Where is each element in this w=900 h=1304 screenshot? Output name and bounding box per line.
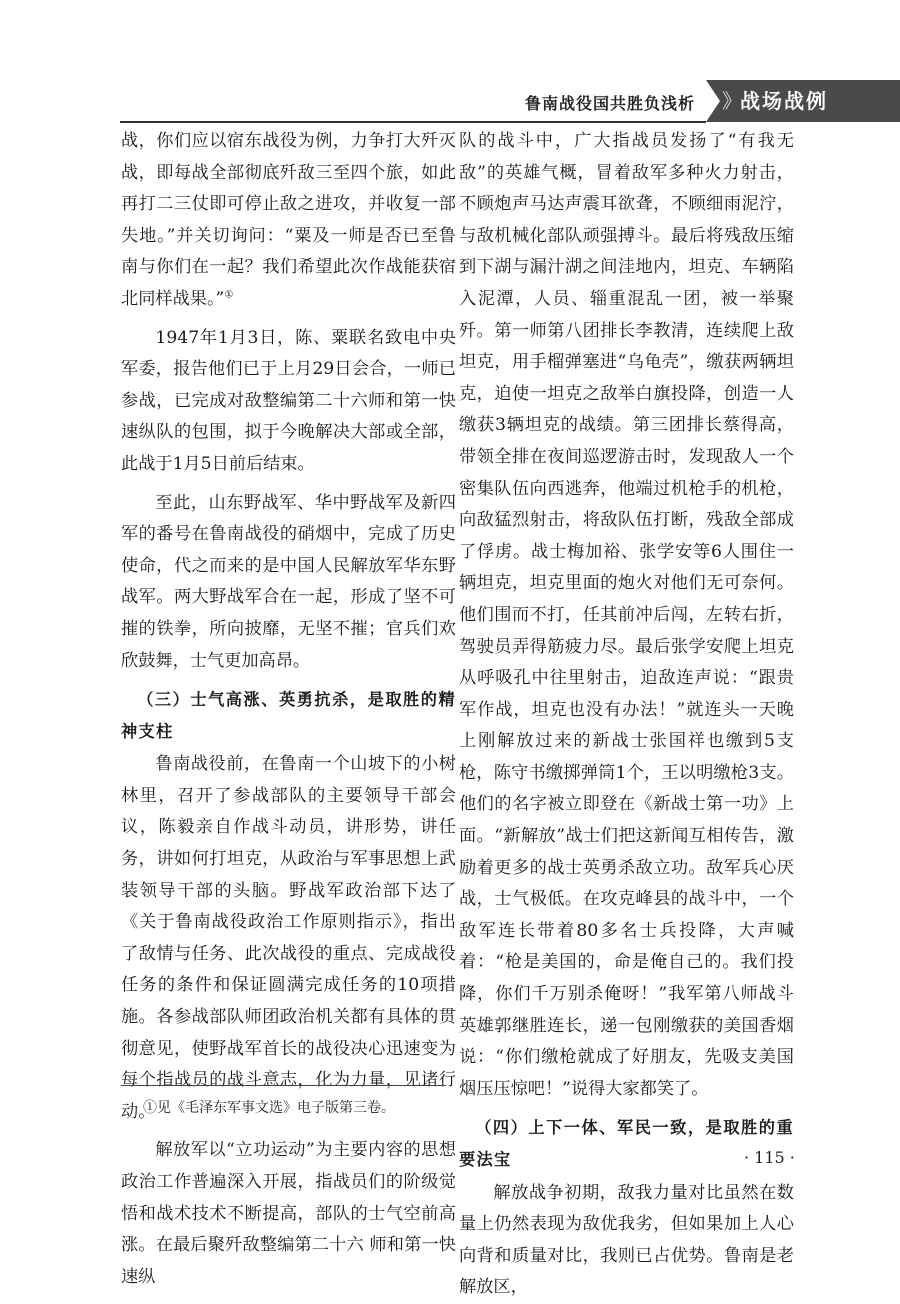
page-number: · 115 · xyxy=(744,1148,795,1167)
footnote-marker: ① xyxy=(224,289,234,301)
paragraph: 解放战争初期，敌我力量对比虽然在数量上仍然表现为敌优我劣，但如果加上人心向背和质量对比，我则已占优势。鲁南是老解放区， xyxy=(459,1182,794,1298)
section-tab xyxy=(706,80,900,122)
footnote: ①见《毛泽东军事文选》电子版第三卷。 xyxy=(143,1100,395,1116)
section-tab-label: 战场战例 xyxy=(740,89,828,113)
paragraph: 解放军以“立功运动”为主要内容的思想政治工作普遍深入开展，指战员们的阶级觉悟和战术技术不断提高，部队的士气空前高涨。在最后聚歼敌整编第二十六 师和第一快速纵 xyxy=(121,1140,456,1287)
paragraph xyxy=(121,126,456,316)
paragraph: 队的战斗中，广大指战员发扬了“有我无敌”的英雄气概，冒着敌军多种火力射击，不顾炮声马达声震耳欲聋，不顾细雨泥泞，与敌机械化部队顽强搏斗。最后将残敌压缩到下湖与漏汁湖之间洼地内，坦克、车辆陷入泥潭，人员、辎重混乱一团，被一举聚歼。第一师第八团排长李教清，连续爬上敌坦克，用手榴弹塞进“乌龟壳”，缴获两辆坦克，迫使一坦克之敌举白旗投降，创造一人缴获3辆坦克的战绩。第三团排长蔡得高，带领全排在夜间巡逻游击时，发现敌人一个密集队伍向西逃奔，他端过机枪手的机枪，向敌猛烈射击，将敌队伍打断，残敌全部成了俘虏。战士梅加裕、张学安等6人围住一辆坦克，坦克里面的炮火对他们无可奈何。他们围而不打，任其前冲后闯，左转右折，驾驶员弄得筋疲力尽。最后张学安爬上坦克从呼吸孔中往里射击，迫敌连声说：“跟贵军作战，坦克也没有办法！”就连头一天晚上刚解放过来的新战士张国祥也缴到5支枪，陈守书缴掷弹筒1个，王以明缴枪3支。他们的名字被立即登在《新战士第一功》上面。“新解放”战士们把这新闻互相传告，激励着更多的战士英勇杀敌立功。敌军兵心厌战，士气极低。在攻克峰县的战斗中，一个敌军连长带着80多名士兵投降，大声喊着：“枪是美国的，命是俺自己的。我们投降，你们千万别杀俺呀！”我军第八师战斗英雄郭继胜连长，递一包刚缴获的美国香烟说：“你们缴枪就成了好朋友，先吸支美国烟压压惊吧！”说得大家都笑了。 xyxy=(459,131,794,1099)
running-header-title: 鲁南战役国共胜负浅析 xyxy=(524,94,695,113)
left-column xyxy=(121,126,456,1293)
chevron-right-icon: 》 xyxy=(722,89,742,113)
header-divider xyxy=(120,121,706,123)
paragraph-text: 战，你们应以宿东战役为例，力争打大歼灭战，即每战全部彻底歼敌三至四个旅，如此再打二三仗即可停止敌之进攻，并收复一部失地。”并关切询问：“粟及一师是否已至鲁南与你们在一起？我们希望此次作战能获宿北同样战果。” xyxy=(121,131,456,309)
section-heading: （三）士气高涨、英勇抗杀，是取胜的精神支柱 xyxy=(121,690,456,741)
paragraph: 鲁南战役前，在鲁南一个山坡下的小树林里，召开了参战部队的主要领导干部会议，陈毅亲自作战斗动员，讲形势，讲任务，讲如何打坦克，从政治与军事思想上武装领导干部的头脑。野战军政治部下达了《关于鲁南战役政治工作原则指示》，指出了敌情与任务、此次战役的重点、完成战役任务的条件和保证圆满完成任务的10项措施。各参战部队师团政治机关都有具体的贯彻意见，使野战军首长的战役决心迅速变为每个指战员的战斗意志，化为力量，见诸行动。 xyxy=(121,754,456,1122)
right-column xyxy=(459,126,794,1304)
paragraph: 1947年1月3日，陈、粟联名致电中央军委，报告他们已于上月29日会合，一师已参战，已完成对敌整编第二十六师和第一快速纵队的包围，拟于今晚解决大部或全部，此战于1月5日前后结束。 xyxy=(121,327,456,474)
paragraph: 至此，山东野战军、华中野战军及新四军的番号在鲁南战役的硝烟中，完成了历史使命，代之而来的是中国人民解放军华东野战军。两大野战军合在一起，形成了坚不可摧的铁拳，所向披靡，无坚不摧；官兵们欢欣鼓舞，士气更加高昂。 xyxy=(121,492,456,671)
tab-notch-shape xyxy=(706,80,720,122)
section-heading: （四）上下一体、军民一致，是取胜的重要法宝 xyxy=(459,1118,794,1169)
footnote-divider xyxy=(121,1085,446,1086)
